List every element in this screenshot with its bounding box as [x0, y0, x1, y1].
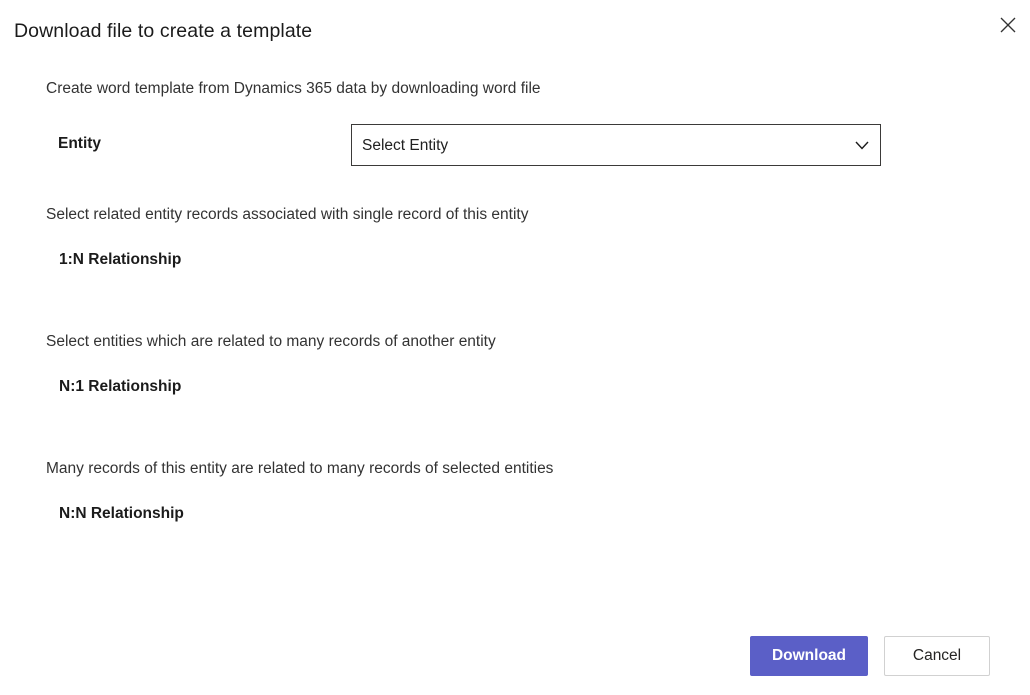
section-description: Many records of this entity are related to many records of selected entities [46, 460, 554, 477]
relationship-label-1n: 1:N Relationship [59, 251, 182, 268]
relationship-label-nn: N:N Relationship [59, 505, 184, 522]
download-button[interactable]: Download [750, 636, 868, 676]
cancel-button[interactable]: Cancel [884, 636, 990, 676]
entity-select[interactable] [351, 124, 881, 166]
intro-text: Create word template from Dynamics 365 data by downloading word file [46, 80, 541, 97]
entity-label: Entity [58, 135, 102, 152]
section-many-to-many [46, 460, 990, 523]
dialog-body [0, 62, 1030, 695]
dialog-header [14, 14, 1016, 48]
entity-row [46, 124, 990, 166]
section-one-to-many [46, 206, 990, 269]
close-button[interactable] [990, 8, 1026, 44]
close-icon [999, 16, 1017, 37]
section-many-to-one [46, 333, 990, 396]
section-description: Select entities which are related to many records of another entity [46, 333, 496, 350]
page-title: Download file to create a template [14, 20, 313, 42]
dialog-footer [0, 615, 1030, 695]
section-description: Select related entity records associated with single record of this entity [46, 206, 529, 223]
relationship-label-n1: N:1 Relationship [59, 378, 182, 395]
entity-select-wrapper [351, 124, 881, 166]
